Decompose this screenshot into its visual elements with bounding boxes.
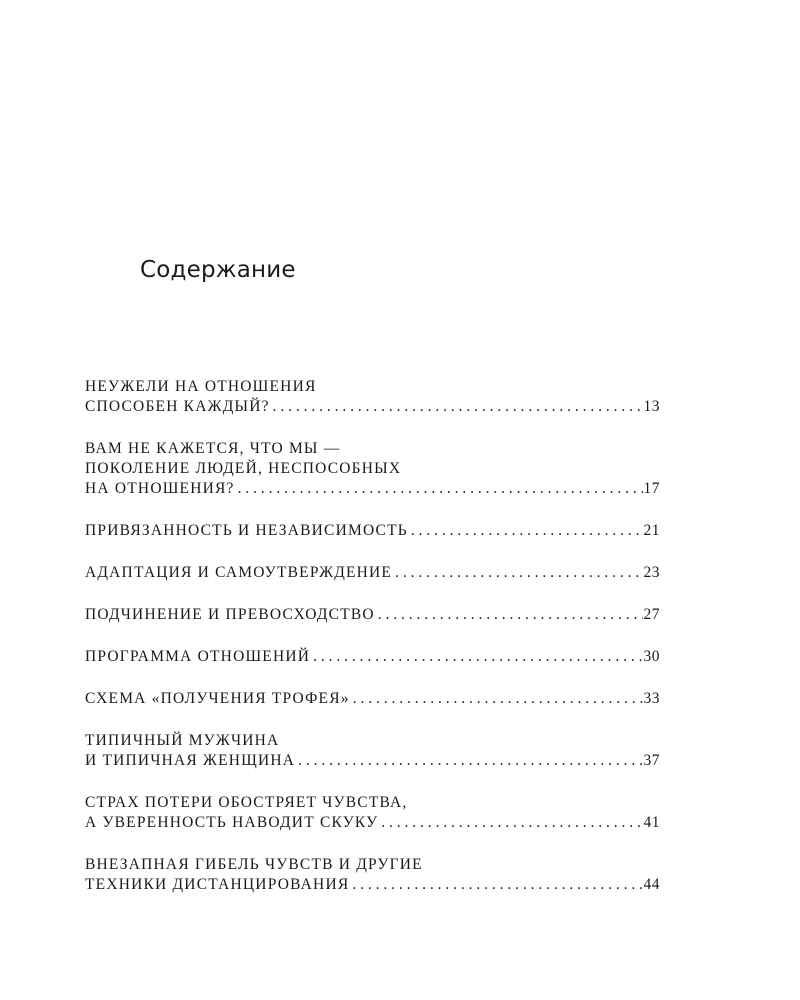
toc-page-number: 23 [643, 564, 660, 581]
toc-entry-title-line: АДАПТАЦИЯ И САМОУТВЕРЖДЕНИЕ [85, 564, 393, 581]
dot-leader [408, 521, 643, 541]
toc-entry-title-line: ПОДЧИНЕНИЕ И ПРЕВОСХОДСТВО [85, 606, 375, 623]
toc-entry[interactable] [85, 793, 660, 833]
toc-entry-title-line: СТРАХ ПОТЕРИ ОБОСТРЯЕТ ЧУВСТВА, [85, 794, 408, 811]
toc-page-number: 27 [643, 606, 660, 623]
toc-entry-last-line [85, 563, 660, 583]
toc-entry-last-line [85, 689, 660, 709]
toc-entry-last-line [85, 751, 660, 771]
toc-entry-title-line: НЕУЖЕЛИ НА ОТНОШЕНИЯ [85, 378, 317, 395]
toc-entry-title-line: ПРОГРАММА ОТНОШЕНИЙ [85, 648, 311, 665]
toc-entry[interactable] [85, 377, 660, 417]
dot-leader [392, 563, 642, 583]
dot-leader [350, 689, 643, 709]
toc-entry-title-line: А УВЕРЕННОСТЬ НАВОДИТ СКУКУ [85, 814, 379, 831]
dot-leader [270, 397, 643, 417]
dot-leader [375, 605, 643, 625]
toc-entry[interactable] [85, 605, 660, 625]
page-title: Содержание [140, 257, 296, 283]
toc-entry-last-line [85, 479, 660, 499]
toc-entry-title-line: ВАМ НЕ КАЖЕТСЯ, ЧТО МЫ — [85, 440, 341, 457]
toc-entry[interactable] [85, 731, 660, 771]
dot-leader [235, 479, 643, 499]
toc-entry[interactable] [85, 689, 660, 709]
toc-entry-last-line [85, 875, 660, 895]
toc-page-number: 41 [643, 814, 660, 831]
toc-page-number: 30 [643, 648, 660, 665]
dot-leader [295, 751, 642, 771]
toc-entry-last-line [85, 521, 660, 541]
toc-entry-title-line: ПРИВЯЗАННОСТЬ И НЕЗАВИСИМОСТЬ [85, 522, 408, 539]
toc-entry[interactable] [85, 439, 660, 499]
toc-entry[interactable] [85, 647, 660, 667]
toc-entry[interactable] [85, 563, 660, 583]
dot-leader [310, 647, 642, 667]
toc-entry-title-line: ТЕХНИКИ ДИСТАНЦИРОВАНИЯ [85, 876, 350, 893]
toc-page-number: 21 [643, 522, 660, 539]
toc-entry-last-line [85, 397, 660, 417]
toc-entry-title-line: ВНЕЗАПНАЯ ГИБЕЛЬ ЧУВСТВ И ДРУГИЕ [85, 856, 423, 873]
toc-page-number: 33 [643, 690, 660, 707]
toc-entry-last-line [85, 605, 660, 625]
toc-entry[interactable] [85, 521, 660, 541]
toc-page-number: 37 [643, 752, 660, 769]
dot-leader [349, 875, 642, 895]
dot-leader [378, 813, 642, 833]
toc-entry-title-line: СПОСОБЕН КАЖДЫЙ? [85, 398, 270, 415]
table-of-contents [85, 377, 660, 917]
toc-entry-title-line: ПОКОЛЕНИЕ ЛЮДЕЙ, НЕСПОСОБНЫХ [85, 460, 402, 477]
toc-entry-last-line [85, 647, 660, 667]
toc-page-number: 17 [643, 480, 660, 497]
toc-entry[interactable] [85, 855, 660, 895]
toc-entry-title-line: И ТИПИЧНАЯ ЖЕНЩИНА [85, 752, 296, 769]
toc-entry-title-line: ТИПИЧНЫЙ МУЖЧИНА [85, 732, 280, 749]
toc-entry-last-line [85, 813, 660, 833]
toc-entry-title-line: СХЕМА «ПОЛУЧЕНИЯ ТРОФЕЯ» [85, 690, 350, 707]
toc-entry-title-line: НА ОТНОШЕНИЯ? [85, 480, 235, 497]
toc-page-number: 13 [643, 398, 660, 415]
toc-page-number: 44 [643, 876, 660, 893]
